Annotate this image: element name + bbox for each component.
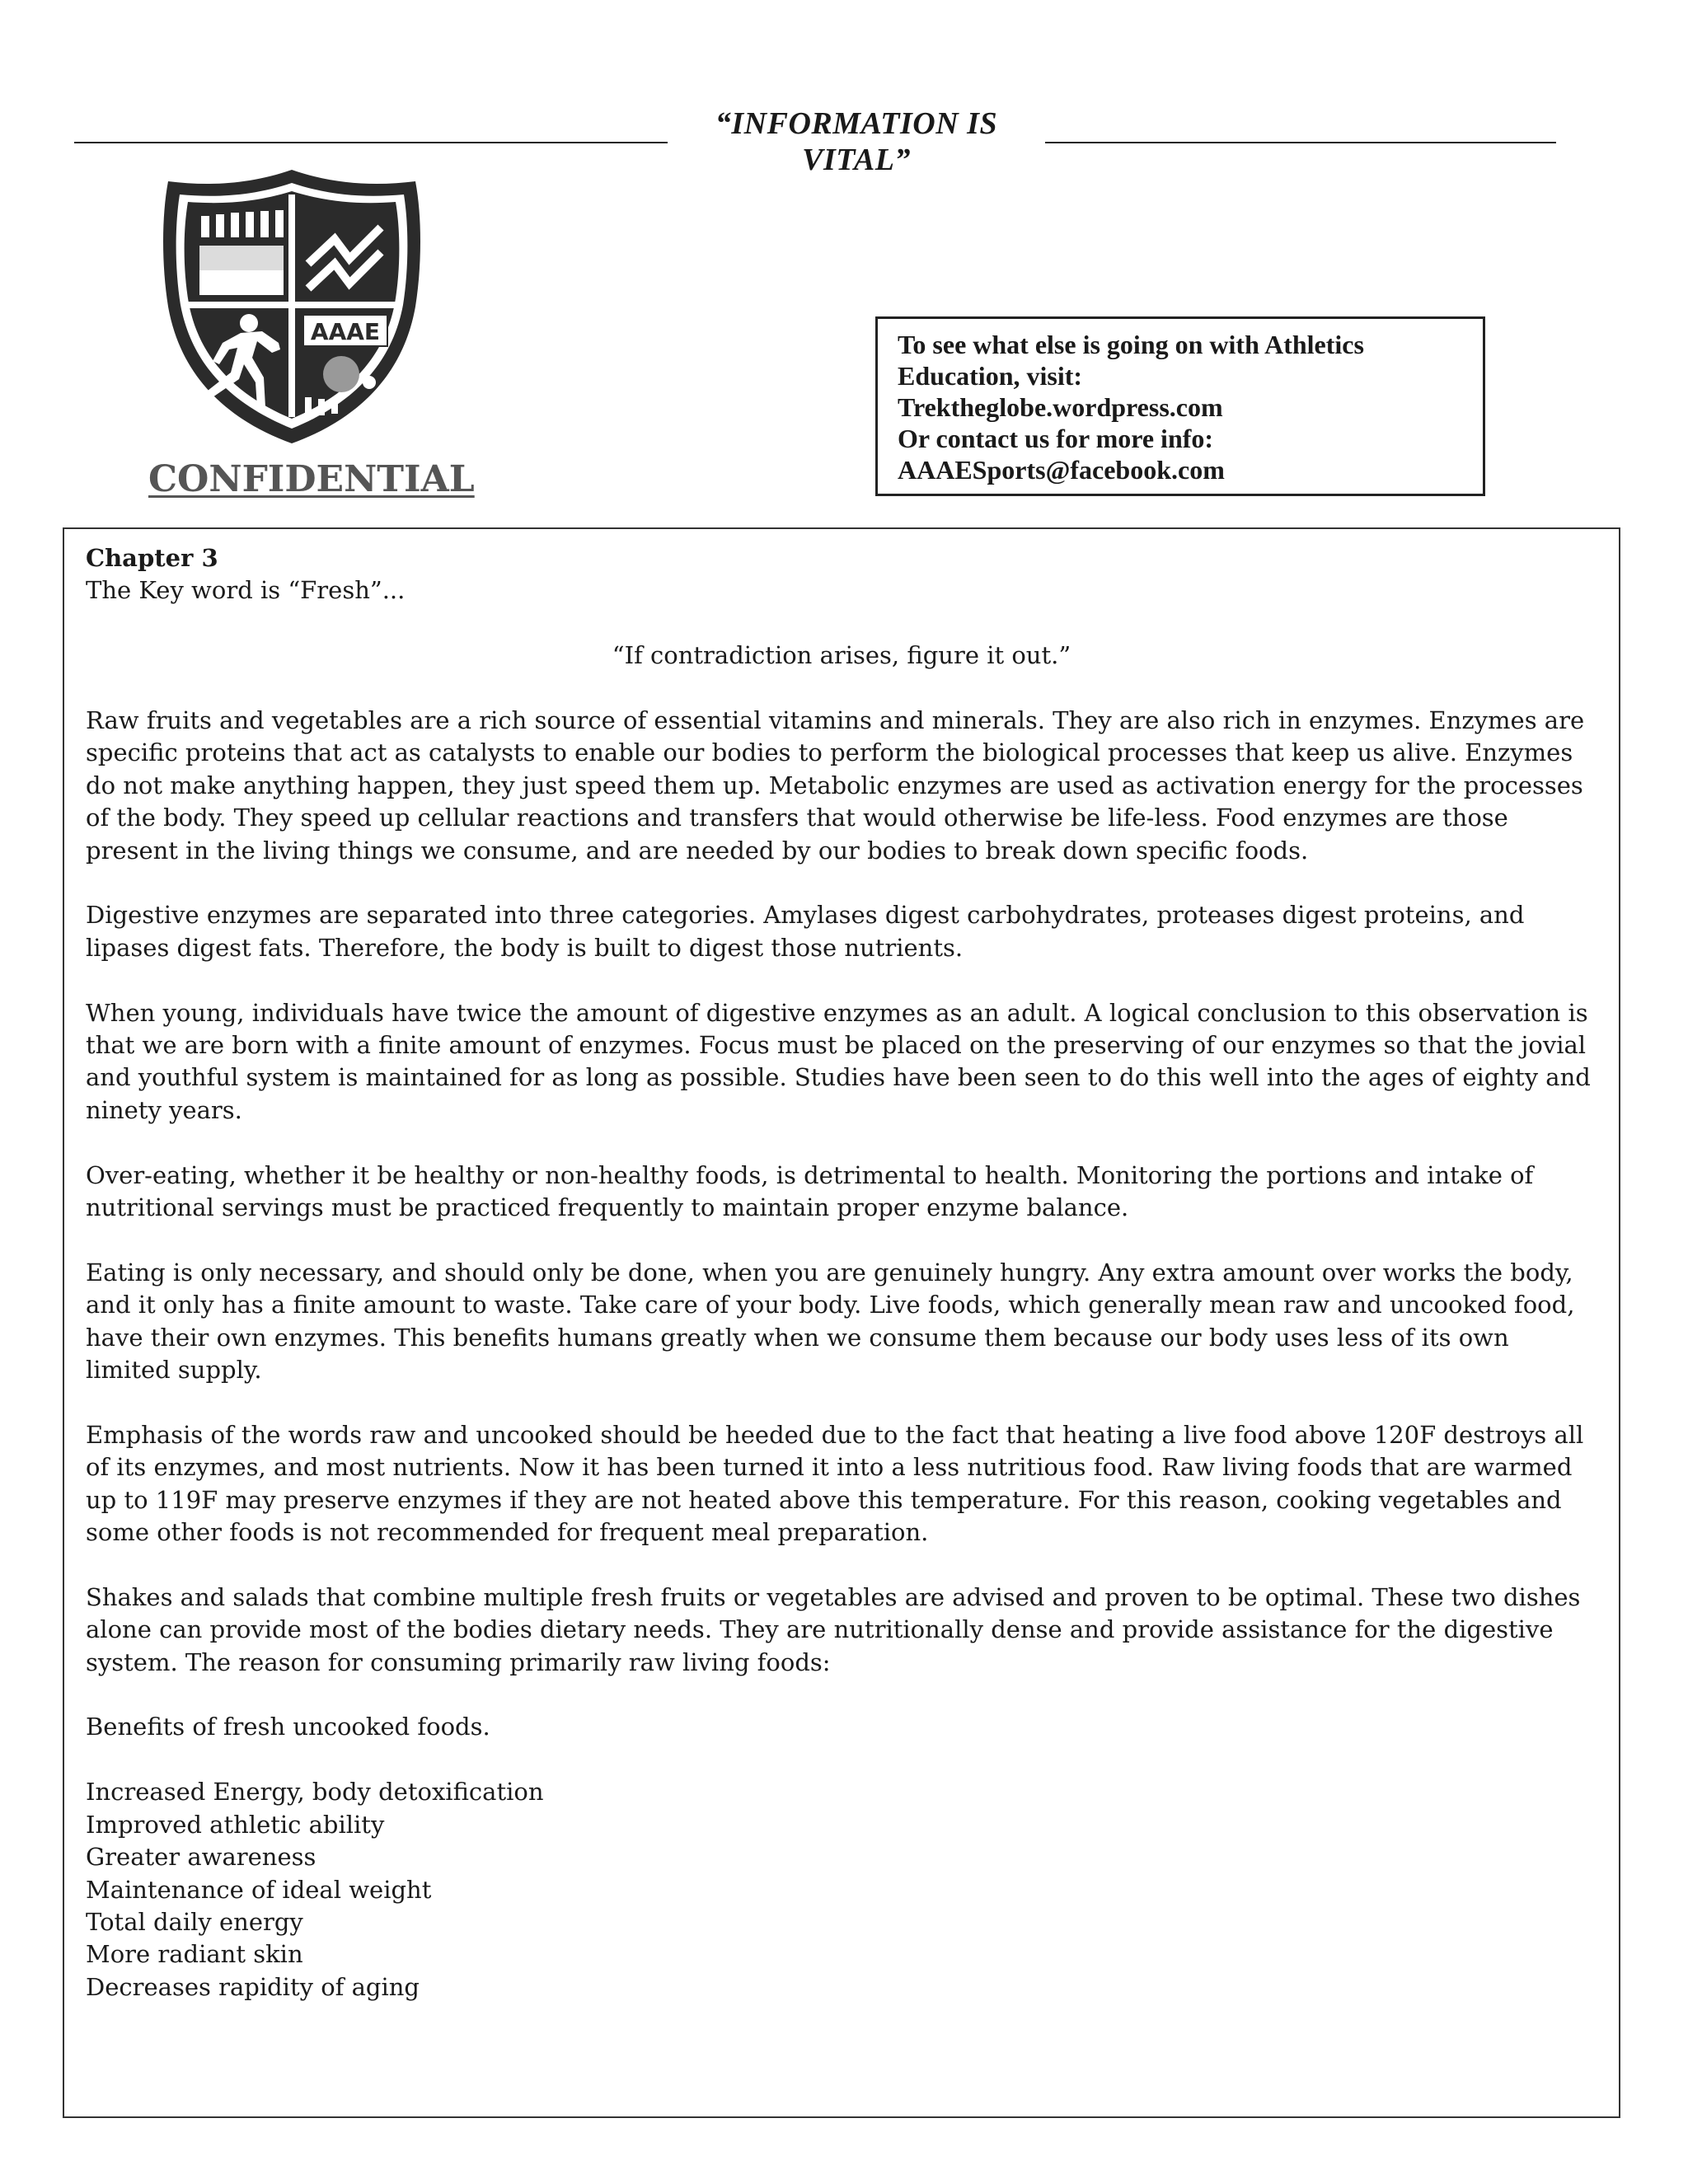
info-box <box>875 316 1485 496</box>
benefits-heading: Benefits of fresh uncooked foods. <box>86 1713 490 1741</box>
info-line: Education, visit: <box>898 361 1083 391</box>
shield-crest-icon <box>158 166 425 447</box>
list-item: More radiant skin <box>86 1940 303 1969</box>
paragraph: Emphasis of the words raw and uncooked should be heeded due to the fact that heating a live food above 120F destroys all of its enzymes, and most nutrients. Now it has been turned it into a less nutritious food. Raw living foods that are warmed up to 119F may preserve enzymes if they are not heated above this temperature. For this reason, cooking vegetables and some other foods is not recommended for frequent meal preparation. <box>86 1420 1584 1547</box>
chapter-content-box <box>63 527 1620 2118</box>
paragraph: Eating is only necessary, and should only be done, when you are genuinely hungry. Any extra amount over works the body, and it only has a finite amount to waste. Take care of your body. Live foods, which generally mean raw and uncooked food, have their own enzymes. This benefits humans greatly when we consume them because our body uses less of its own limited supply. <box>86 1258 1575 1385</box>
chapter-heading: Chapter 3 <box>86 544 218 572</box>
chapter-quote: “If contradiction arises, figure it out.” <box>612 641 1071 670</box>
list-item: Increased Energy, body detoxification <box>86 1778 544 1807</box>
paragraph: Digestive enzymes are separated into three categories. Amylases digest carbohydrates, proteases digest proteins, and lipases digest fats. Therefore, the body is built to digest those nutrients. <box>86 901 1525 962</box>
header-rule-left <box>74 142 668 143</box>
paragraph: Shakes and salads that combine multiple fresh fruits or vegetables are advised and proven to be optimal. These two dishes alone can provide most of the bodies dietary needs. They are nutritionally dense and provide assistance for the digestive system. The reason for consuming primarily raw living foods: <box>86 1582 1581 1676</box>
list-item: Greater awareness <box>86 1843 316 1872</box>
info-line: Or contact us for more info: <box>898 424 1214 453</box>
paragraph: Over-eating, whether it be healthy or non-healthy foods, is detrimental to health. Monitoring the portions and intake of nutritional servings must be practiced frequently to maintain proper enzyme balance. <box>86 1160 1534 1222</box>
header-title: “INFORMATION IS VITAL” <box>715 106 998 177</box>
info-line: To see what else is going on with Athletics <box>898 330 1364 359</box>
list-item: Maintenance of ideal weight <box>86 1875 432 1904</box>
paragraph: When young, individuals have twice the amount of digestive enzymes as an adult. A logical conclusion to this observation is that we are born with a finite amount of enzymes. Focus must be placed on the preserving of our enzymes so that the jovial and youthful system is maintained for as long as possible. Studies have been seen to do this well into the ages of eighty and ninety years. <box>86 998 1591 1124</box>
chapter-subtitle: The Key word is “Fresh”... <box>86 576 406 605</box>
info-link-contact[interactable]: AAAESports@facebook.com <box>898 455 1225 485</box>
confidential-label: CONFIDENTIAL <box>148 458 475 500</box>
benefits-list <box>86 1776 1597 2004</box>
header-rule-right <box>1045 142 1556 143</box>
list-item: Total daily energy <box>86 1907 303 1936</box>
list-item: Decreases rapidity of aging <box>86 1972 420 2001</box>
paragraph: Raw fruits and vegetables are a rich source of essential vitamins and minerals. They are also rich in enzymes. Enzymes are specific proteins that act as catalysts to enable our bodies to perform the biological processes that keep us alive. Enzymes do not make anything happen, they just speed them up. Metabolic enzymes are used as activation energy for the processes of the body. They speed up cellular reactions and transfers that would otherwise be life-less. Food enzymes are those present in the living things we consume, and are needed by our bodies to break down specific foods. <box>86 706 1585 865</box>
list-item: Improved athletic ability <box>86 1810 385 1839</box>
svg-text:AAAE: AAAE <box>310 318 381 345</box>
info-link-website[interactable]: Trektheglobe.wordpress.com <box>898 392 1223 422</box>
